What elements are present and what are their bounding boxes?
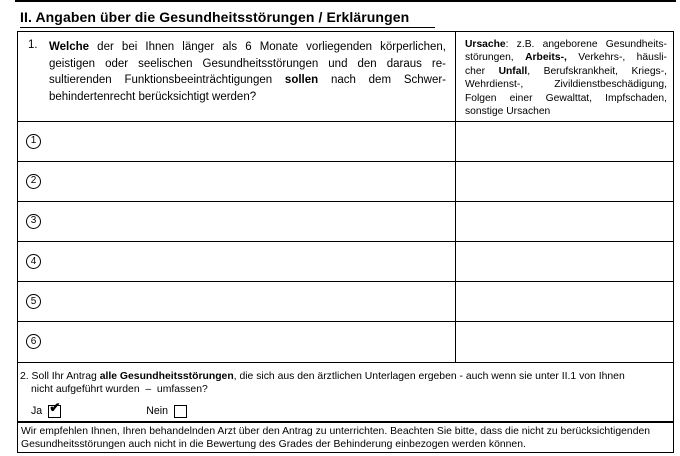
footer-note xyxy=(21,425,650,451)
disorder-input-cell-6[interactable] xyxy=(18,322,455,361)
ursache-line-3: cher Unfall, Berufskrankheit, Kriegs-, xyxy=(465,65,667,77)
page-title: II. Angaben über die Gesundheitsstörungen / Erklärungen xyxy=(20,9,435,28)
row-number-badge-2: 2 xyxy=(26,174,41,189)
footer-line-2: Gesundheitsstörungen auch nicht in die Bewertung des Grades der Behinderung einbezogen werden können. xyxy=(21,439,526,451)
answer-row xyxy=(31,400,673,418)
question-1-line-4: behindertenrecht berücksichtigt werden? xyxy=(49,90,257,103)
ursache-line-2: störungen, Arbeits-, Verkehrs-, häusli- xyxy=(465,52,667,64)
cause-input-cell-6[interactable] xyxy=(455,322,673,361)
disorder-row-2 xyxy=(18,162,673,202)
question-1-line-2: geistigen oder seelischen Gesundheitsstörungen und den daraus re- xyxy=(49,57,446,70)
disorder-rows xyxy=(18,122,673,363)
disorder-row-5 xyxy=(18,282,673,322)
cause-input-cell-4[interactable] xyxy=(455,242,673,281)
question-1-cell xyxy=(18,32,455,121)
header-row xyxy=(18,32,673,122)
row-number-badge-6: 6 xyxy=(26,334,41,349)
question-1-line-3: sultierenden Funktionsbeeinträchtigungen sollen nach dem Schwer- xyxy=(49,74,446,87)
check-icon: ✔ xyxy=(49,400,61,415)
row-number-badge-4: 4 xyxy=(26,254,41,269)
cause-input-cell-3[interactable] xyxy=(455,202,673,241)
question-1-line-1: Welche der bei Ihnen länger als 6 Monate vorliegenden körperlichen, xyxy=(49,41,446,53)
row-number-badge-1: 1 xyxy=(26,134,41,149)
ja-label: Ja xyxy=(31,405,43,417)
ursache-line-5: Folgen einer Gewalttat, Impfschaden, xyxy=(465,92,667,104)
question-2-section xyxy=(18,363,673,453)
question-2-line-2: nicht aufgeführt wurden – umfassen? xyxy=(31,383,208,395)
row-number-badge-5: 5 xyxy=(26,294,41,309)
form-table xyxy=(17,31,674,453)
ja-checkbox[interactable] xyxy=(48,400,61,418)
disorder-input-cell-1[interactable] xyxy=(18,122,455,161)
ursache-hint-cell xyxy=(455,32,673,121)
row-number-badge-3: 3 xyxy=(26,214,41,229)
nein-label: Nein xyxy=(146,405,168,417)
cause-input-cell-5[interactable] xyxy=(455,282,673,321)
ursache-line-4: Wehrdienst-, Zivildienstbeschädigung, xyxy=(465,79,667,91)
disorder-input-cell-3[interactable] xyxy=(18,202,455,241)
disorder-input-cell-5[interactable] xyxy=(18,282,455,321)
disorder-input-cell-2[interactable] xyxy=(18,162,455,201)
footer-line-1: Wir empfehlen Ihnen, Ihren behandelnden Arzt über den Antrag zu unterrichten. Beachten Sie bitte, dass die nicht zu berücksichtigenden xyxy=(21,426,651,437)
disorder-row-6 xyxy=(18,322,673,362)
ursache-line-1: Ursache: z.B. angeborene Gesundheits- xyxy=(465,39,667,50)
question-2-line-1: 2. Soll Ihr Antrag alle Gesundheitsstörungen, die sich aus den ärztlichen Unterlagen ergeben - auch wenn sie unter II.1 von Ihnen xyxy=(20,370,625,382)
question-1-number: 1. xyxy=(28,39,38,51)
top-divider xyxy=(15,0,676,2)
cause-input-cell-2[interactable] xyxy=(455,162,673,201)
disorder-row-3 xyxy=(18,202,673,242)
cause-input-cell-1[interactable] xyxy=(455,122,673,161)
disorder-input-cell-4[interactable] xyxy=(18,242,455,281)
disorder-row-4 xyxy=(18,242,673,282)
section-divider xyxy=(18,421,673,423)
disorder-row-1 xyxy=(18,122,673,162)
nein-checkbox[interactable] xyxy=(174,405,187,418)
ursache-line-6: sonstige Ursachen xyxy=(465,106,551,118)
